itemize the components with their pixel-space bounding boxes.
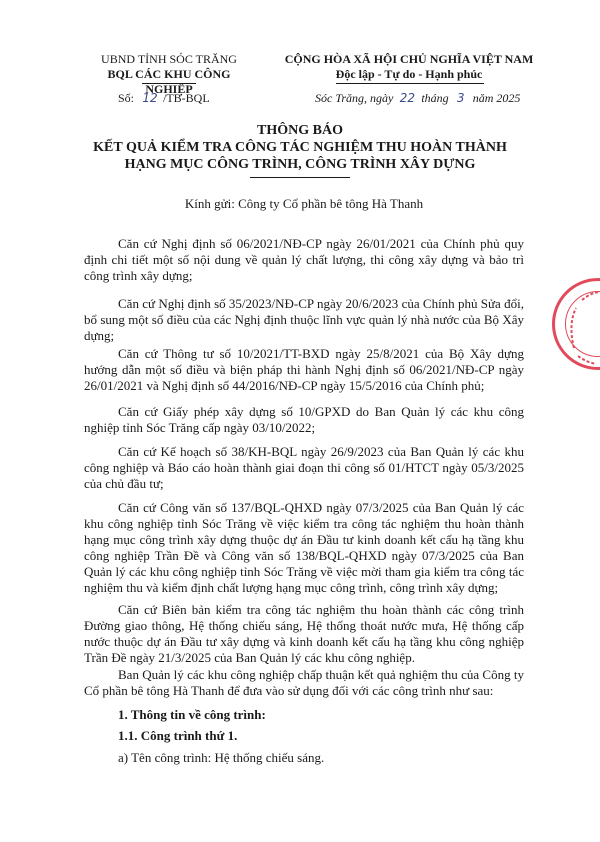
recipient: Kính gửi: Công ty Cổ phần bê tông Hà Thanh <box>184 196 424 211</box>
date-year: năm 2025 <box>472 91 521 105</box>
date-month-label: tháng <box>421 91 449 105</box>
province-committee: UBND TỈNH SÓC TRĂNG <box>101 52 237 66</box>
paragraph-decree-35: Căn cứ Nghị định số 35/2023/NĐ-CP ngày 20/6/2023 của Chính phủ Sửa đổi, bổ sung một số điều của các Nghị định thuộc lĩnh vực quản lý nhà nước của Bộ Xây dựng; <box>84 296 524 343</box>
document-number <box>118 91 210 106</box>
number-suffix: /TB-BQL <box>163 91 210 105</box>
doc-type: THÔNG BÁO <box>257 123 343 138</box>
paragraph-circular-10: Căn cứ Thông tư số 10/2021/TT-BXD ngày 25/8/2021 của Bộ Xây dựng hướng dẫn một số điều và biện pháp thi hành Nghị định số 06/2021/NĐ-CP ngày 26/01/2021 và Nghị định số 44/2016/NĐ-CP ngày 15/5/2016 của Chính phủ; <box>84 346 524 393</box>
paragraph-letter-137: Căn cứ Công văn số 137/BQL-QHXD ngày 07/3/2025 của Ban Quản lý các khu công nghiệp tỉnh Sóc Trăng về việc kiểm tra công tác nghiệm thu hoàn thành hạng mục công trình xây dựng thuộc dự án Đầu tư kinh doanh kết cấu hạ tầng khu công nghiệp Trần Đề và Công văn số 138/BQL-QHXD ngày 07/3/2025 của Ban Quản lý các khu công nghiệp tỉnh Sóc Trăng về việc mời tham gia kiểm tra công tác nghiệm thu và kiểm định chất lượng hạng mục công trình, công trình xây dựng; <box>84 500 524 595</box>
issuer-underline <box>142 83 196 84</box>
item-a-project-name: a) Tên công trình: Hệ thống chiếu sáng. <box>118 750 325 765</box>
paragraph-approval: Ban Quản lý các khu công nghiệp chấp thuận kết quả nghiệm thu của Công ty Cổ phần bê tông Hà Thanh để đưa vào sử dụng đối với các công trình như sau: <box>84 667 524 698</box>
doc-title-line2: HẠNG MỤC CÔNG TRÌNH, CÔNG TRÌNH XÂY DỰNG <box>124 157 476 172</box>
date-month-handwritten: 3 <box>456 91 465 105</box>
section-1-heading: 1. Thông tin về công trình: <box>118 707 266 722</box>
red-seal-stamp-icon <box>552 278 600 370</box>
document-date <box>315 91 520 106</box>
stamp-text-marks <box>552 278 600 370</box>
title-underline <box>250 177 350 178</box>
issuer-name: BQL CÁC KHU CÔNG NGHIỆP <box>107 67 231 96</box>
paragraph-permit-10: Căn cứ Giấy phép xây dựng số 10/GPXD do Ban Quản lý các khu công nghiệp tỉnh Sóc Trăng cấp ngày 03/10/2022; <box>84 404 524 435</box>
doc-title-line1: KẾT QUẢ KIỂM TRA CÔNG TÁC NGHIỆM THU HOÀN THÀNH <box>93 140 507 155</box>
paragraph-inspection-record: Căn cứ Biên bản kiểm tra công tác nghiệm thu hoàn thành các công trình Đường giao thông, Hệ thống chiếu sáng, Hệ thống thoát nước mưa, Hệ thống cấp nước thuộc dự án Đầu tư xây dựng và kinh doanh kết cấu hạ tầng khu công nghiệp Trần Đề ngày 21/3/2025 của Ban Quản lý các khu công nghiệp. <box>84 602 524 665</box>
motto-underline <box>336 83 484 84</box>
section-1-1-heading: 1.1. Công trình thứ 1. <box>118 728 238 743</box>
national-motto: Độc lập - Tự do - Hạnh phúc <box>335 67 483 81</box>
date-prefix: Sóc Trăng, ngày <box>315 91 394 105</box>
national-title: CỘNG HÒA XÃ HỘI CHỦ NGHĨA VIỆT NAM <box>284 52 534 66</box>
paragraph-plan-38: Căn cứ Kế hoạch số 38/KH-BQL ngày 26/9/2023 của Ban Quản lý các khu công nghiệp và Báo cáo hoàn thành giai đoạn thi công số 01/HTCT ngày 05/3/2025 của chủ đầu tư; <box>84 444 524 491</box>
number-label: Số: <box>118 91 135 105</box>
date-day-handwritten: 22 <box>399 91 415 105</box>
number-handwritten: 12 <box>142 91 158 105</box>
paragraph-decree-06: Căn cứ Nghị định số 06/2021/NĐ-CP ngày 26/01/2021 của Chính phủ quy định chi tiết một số nội dung về quản lý chất lượng, thi công xây dựng và bảo trì công trình xây dựng; <box>84 236 524 283</box>
national-block <box>278 52 540 82</box>
